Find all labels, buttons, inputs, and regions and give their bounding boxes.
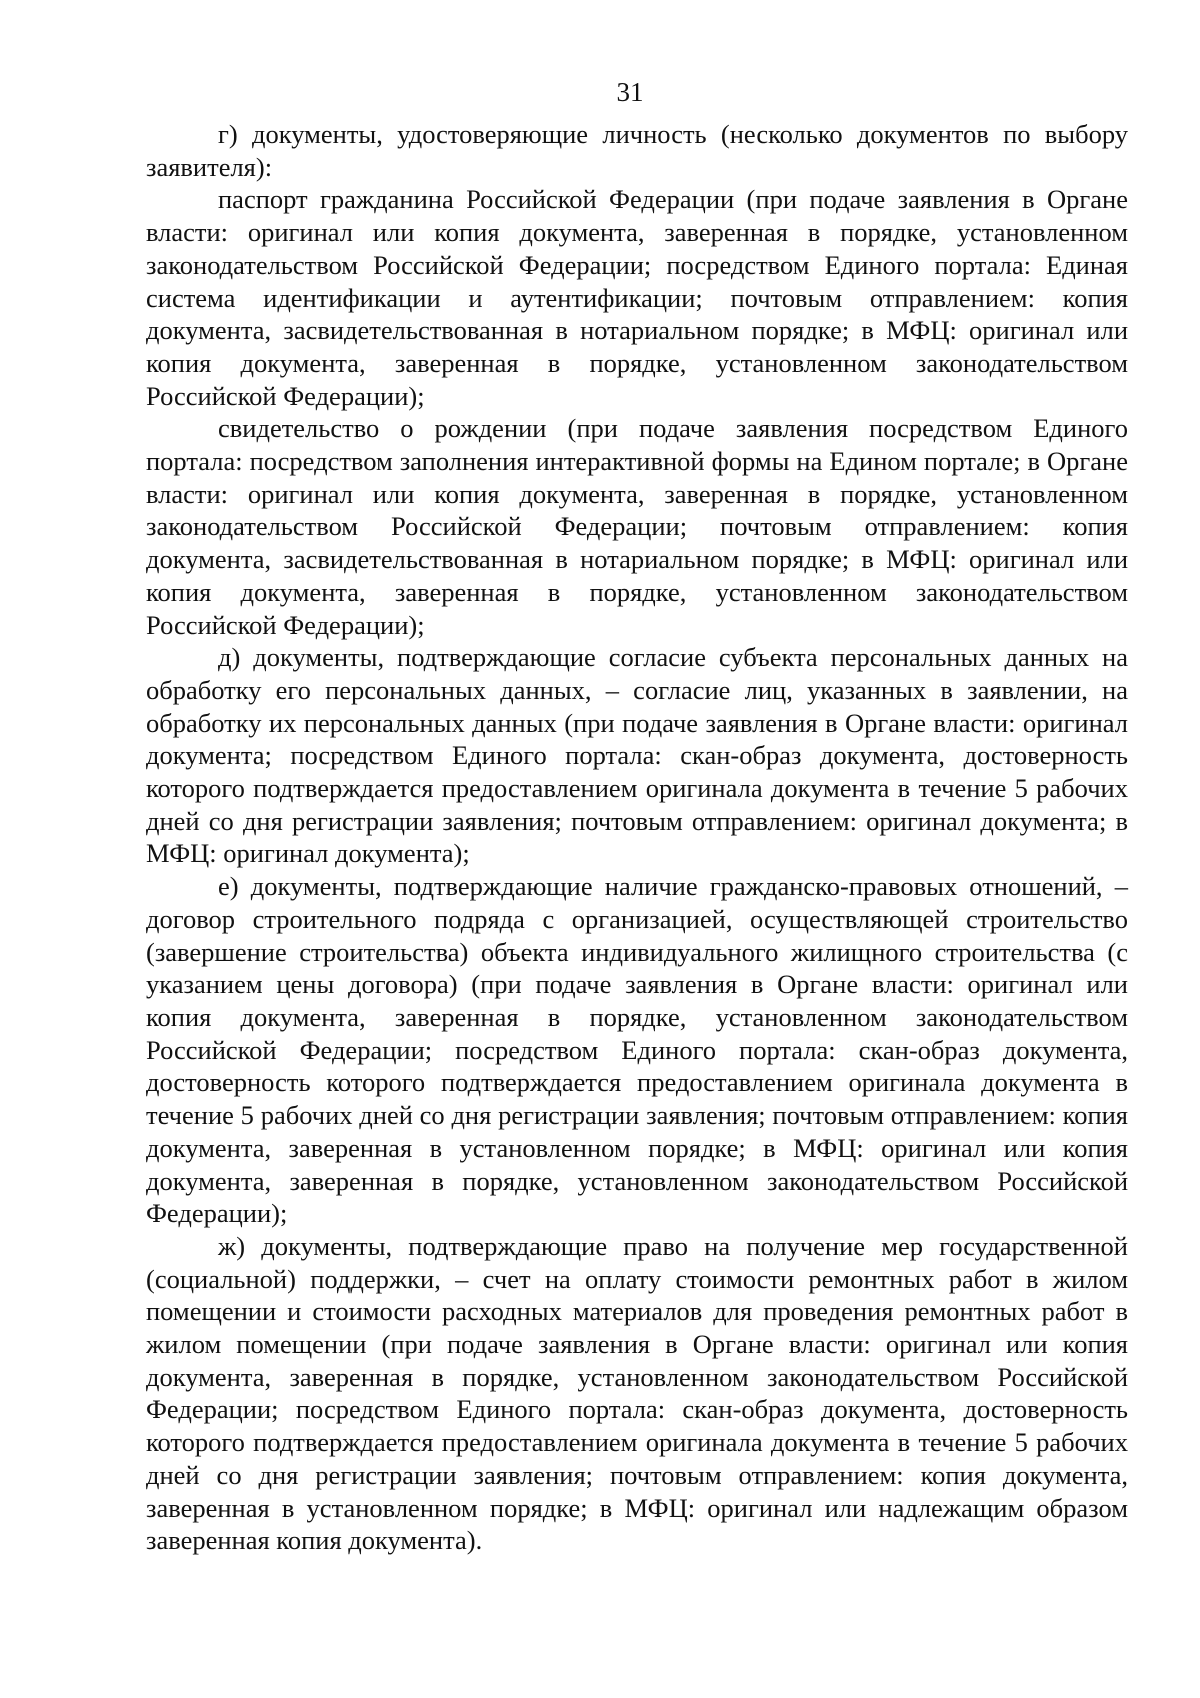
paragraph-birth-certificate: свидетельство о рождении (при подаче заявления посредством Единого портала: посредством заполнения интерактивной формы на Едином портале; в Органе власти: оригинал или копия документа, заверенная в порядке, установленном законодательством Российской Федерации; почтовым отправлением: копия документа, засвидетельствованная в нотариальном порядке; в МФЦ: оригинал или копия документа, заверенная в порядке, установленном законодательством Российской Федерации); bbox=[146, 413, 1128, 640]
body-text bbox=[146, 118, 1128, 1557]
paragraph-g-identity-documents: г) документы, удостоверяющие личность (несколько документов по выбору заявителя): bbox=[146, 119, 1128, 182]
paragraph-e-civil-law-relations: е) документы, подтверждающие наличие гражданско-правовых отношений, – договор строительного подряда с организацией, осуществляющей строительство (завершение строительства) объекта индивидуального жилищного строительства (с указанием цены договора) (при подаче заявления в Органе власти: оригинал или копия документа, заверенная в порядке, установленном законодательством Российской Федерации; посредством Единого портала: скан-образ документа, достоверность которого подтверждается предоставлением оригинала документа в течение 5 рабочих дней со дня регистрации заявления; почтовым отправлением: копия документа, заверенная в установленном порядке; в МФЦ: оригинал или копия документа, заверенная в порядке, установленном законодательством Российской Федерации); bbox=[146, 871, 1128, 1229]
page-number: 31 bbox=[616, 77, 644, 107]
paragraph-passport: паспорт гражданина Российской Федерации (при подаче заявления в Органе власти: оригинал или копия документа, заверенная в порядке, установленном законодательством Российской Федерации; посредством Единого портала: Единая система идентификации и аутентификации; почтовым отправлением: копия документа, засвидетельствованная в нотариальном порядке; в МФЦ: оригинал или копия документа, заверенная в порядке, установленном законодательством Российской Федерации); bbox=[146, 184, 1128, 411]
paragraph-zh-state-support-right: ж) документы, подтверждающие право на получение мер государственной (социальной) поддержки, – счет на оплату стоимости ремонтных работ в жилом помещении и стоимости расходных материалов для проведения ремонтных работ в жилом помещении (при подаче заявления в Органе власти: оригинал или копия документа, заверенная в порядке, установленном законодательством Российской Федерации; посредством Единого портала: скан-образ документа, достоверность которого подтверждается предоставлением оригинала документа в течение 5 рабочих дней со дня регистрации заявления; почтовым отправлением: копия документа, заверенная в установленном порядке; в МФЦ: оригинал или надлежащим образом заверенная копия документа). bbox=[146, 1230, 1128, 1556]
paragraph-d-personal-data-consent: д) документы, подтверждающие согласие субъекта персональных данных на обработку его персональных данных, – согласие лиц, указанных в заявлении, на обработку их персональных данных (при подаче заявления в Органе власти: оригинал документа; посредством Единого портала: скан-образ документа, достоверность которого подтверждается предоставлением оригинала документа в течение 5 рабочих дней со дня регистрации заявления; почтовым отправлением: оригинал документа; в МФЦ: оригинал документа); bbox=[146, 642, 1128, 869]
